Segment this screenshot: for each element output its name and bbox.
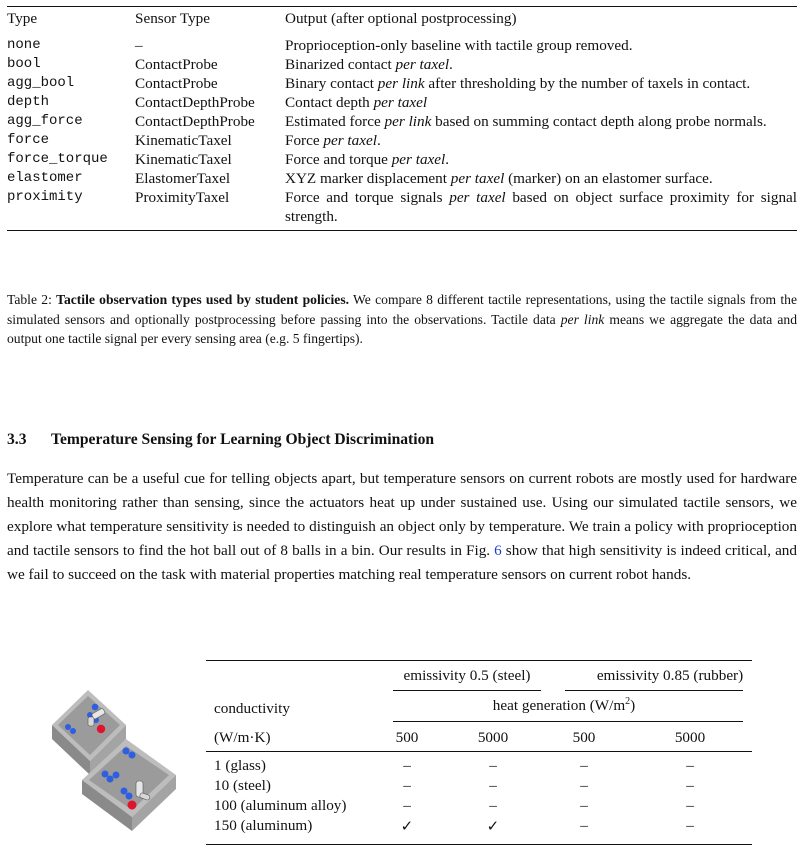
caption-text: We compare 8 different tactile representations, using the tactile signals from the simulated sensors and optionally postprocessing before passing into the observations. Tactile data	[7, 292, 797, 327]
output-description	[285, 93, 797, 112]
output-text: Proprioception-only baseline with tactile group removed.	[285, 37, 633, 54]
output-text: per taxel	[395, 56, 450, 73]
output-text: .	[449, 56, 453, 73]
no-success-dash: –	[489, 777, 497, 794]
output-text: per link	[377, 75, 425, 92]
conductivity-row-label: 100 (aluminum alloy)	[214, 797, 347, 814]
observation-type: none	[7, 37, 41, 53]
output-text: after thresholding by the number of taxels in contact.	[424, 75, 751, 92]
output-description	[285, 32, 797, 55]
sensor-type: ContactProbe	[135, 56, 218, 73]
sensor-type: ContactDepthProbe	[135, 94, 255, 111]
conductivity-row-label: 10 (steel)	[214, 777, 271, 794]
output-text: Binarized contact	[285, 56, 396, 73]
output-text: Binary contact	[285, 75, 378, 92]
conductivity-row-label: 150 (aluminum)	[214, 817, 313, 834]
success-check: ✓	[400, 818, 414, 835]
table-row	[7, 131, 797, 150]
heat-generation-rule	[393, 721, 743, 722]
output-description	[285, 169, 797, 188]
output-text: Force	[285, 132, 324, 149]
no-success-dash: –	[489, 757, 497, 774]
table-row	[7, 150, 797, 169]
output-description	[285, 150, 797, 169]
no-success-dash: –	[686, 757, 694, 774]
col-header-2: 5000	[477, 729, 509, 746]
no-success-dash: –	[686, 817, 694, 834]
output-text: .	[376, 132, 381, 149]
hot-ball-bin-figure	[44, 685, 204, 835]
output-description	[285, 131, 797, 150]
col-header-4: 5000	[674, 729, 706, 746]
observation-type: elastomer	[7, 170, 83, 186]
observation-type: proximity	[7, 189, 83, 205]
table-2	[7, 6, 797, 231]
sensor-type: ProximityTaxel	[135, 189, 230, 206]
paragraph-text: Temperature can be a useful cue for telling objects apart, but temperature sensors on current robots are mostly used for hardware health monitoring rather than sensing, since the actuators heat up under sustained use. Using our simulated tactile sensors, we explore what temperature sensitivity is needed to distinguish an object only by temperature. We train a policy with proprioception and tactile sensors to find the hot ball out of 8 balls in a bin. Our results in Fig.	[7, 470, 797, 559]
output-text: based on summing contact depth along probe normals.	[431, 113, 767, 130]
output-text: Force and torque signals	[285, 189, 450, 206]
output-text: Force and torque	[285, 151, 392, 168]
output-description	[285, 74, 797, 93]
caption-text: means we aggregate the data and output one tactile signal per every sensing area (e.g. 5 fingertips).	[7, 311, 797, 346]
header-output: Output (after optional postprocessing)	[285, 10, 517, 27]
output-text: XYZ marker displacement	[285, 170, 451, 187]
bottom-rule	[7, 230, 797, 231]
t3-top-rule	[206, 660, 752, 661]
caption-text: Table 2:	[7, 292, 57, 307]
output-text: per link	[384, 113, 432, 130]
output-text: .	[445, 151, 450, 168]
output-text: per taxel	[323, 132, 377, 149]
observation-type: bool	[7, 56, 41, 72]
success-check: ✓	[486, 818, 500, 835]
col-header-1: 500	[395, 729, 419, 746]
caption-text: Tactile observation types used by student policies.	[56, 292, 350, 307]
no-success-dash: –	[403, 797, 411, 814]
conductivity-label: conductivity	[214, 700, 290, 717]
no-success-dash: –	[580, 777, 588, 794]
col-header-3: 500	[572, 729, 596, 746]
output-description	[285, 55, 797, 74]
section-paragraph	[7, 467, 797, 587]
no-success-dash: –	[489, 797, 497, 814]
group-header-steel: emissivity 0.5 (steel)	[403, 667, 531, 684]
no-success-dash: –	[580, 817, 588, 834]
group-header-rubber: emissivity 0.85 (rubber)	[596, 667, 744, 684]
heat-generation-label: heat generation $(W/m^2)$	[492, 696, 636, 715]
output-text: per taxel	[450, 170, 505, 187]
figure-reference-link[interactable]: 6	[494, 541, 502, 559]
observation-type: depth	[7, 94, 50, 110]
no-success-dash: –	[686, 797, 694, 814]
table-2-body	[7, 32, 797, 230]
header-sensor-type: Sensor Type	[135, 10, 211, 27]
output-description	[285, 112, 797, 131]
no-success-dash: –	[686, 777, 694, 794]
table-row	[7, 32, 797, 55]
sensor-type: ElastomerTaxel	[135, 170, 231, 187]
output-text: based on object surface proximity for signal strength.	[285, 189, 798, 225]
no-success-dash: –	[403, 757, 411, 774]
observation-type: force_torque	[7, 151, 108, 167]
t3-bottom-rule	[206, 844, 752, 845]
caption-text: per link	[560, 311, 605, 327]
table-row	[7, 169, 797, 188]
section-heading	[7, 431, 434, 449]
output-text: per taxel	[449, 189, 506, 206]
rubber-group-rule	[565, 690, 743, 691]
no-success-dash: –	[580, 797, 588, 814]
observation-type: force	[7, 132, 50, 148]
output-text: per taxel	[391, 151, 446, 168]
observation-type: agg_bool	[7, 75, 75, 91]
output-text: Estimated force	[285, 113, 385, 130]
section-title: Temperature Sensing for Learning Object Discrimination	[51, 431, 435, 448]
output-text: Contact depth	[285, 94, 374, 111]
unit-label: (W/m·K)	[214, 729, 271, 746]
header-type: Type	[7, 10, 38, 27]
observation-type: agg_force	[7, 113, 83, 129]
no-success-dash: –	[403, 777, 411, 794]
sensor-type: –	[135, 37, 143, 54]
table-row	[7, 112, 797, 131]
table-row	[7, 55, 797, 74]
steel-group-rule	[393, 690, 541, 691]
output-text: (marker) on an elastomer surface.	[504, 170, 713, 187]
paragraph-text: show that high sensitivity is indeed critical, and we fail to succeed on the task with material properties matching real temperature sensors on current robot hands.	[7, 541, 797, 583]
table-2-caption	[7, 290, 797, 349]
sensor-type: KinematicTaxel	[135, 151, 232, 168]
section-number: 3.3	[7, 431, 27, 448]
conductivity-row-label: 1 (glass)	[214, 757, 266, 774]
table-row	[7, 188, 797, 230]
sensor-type: ContactProbe	[135, 75, 218, 92]
table-row	[7, 93, 797, 112]
t3-mid-rule	[206, 751, 752, 752]
table-row	[7, 74, 797, 93]
sensor-type: ContactDepthProbe	[135, 113, 255, 130]
no-success-dash: –	[580, 757, 588, 774]
output-text: per taxel	[373, 94, 428, 111]
sensor-type: KinematicTaxel	[135, 132, 232, 149]
output-description	[285, 188, 797, 230]
